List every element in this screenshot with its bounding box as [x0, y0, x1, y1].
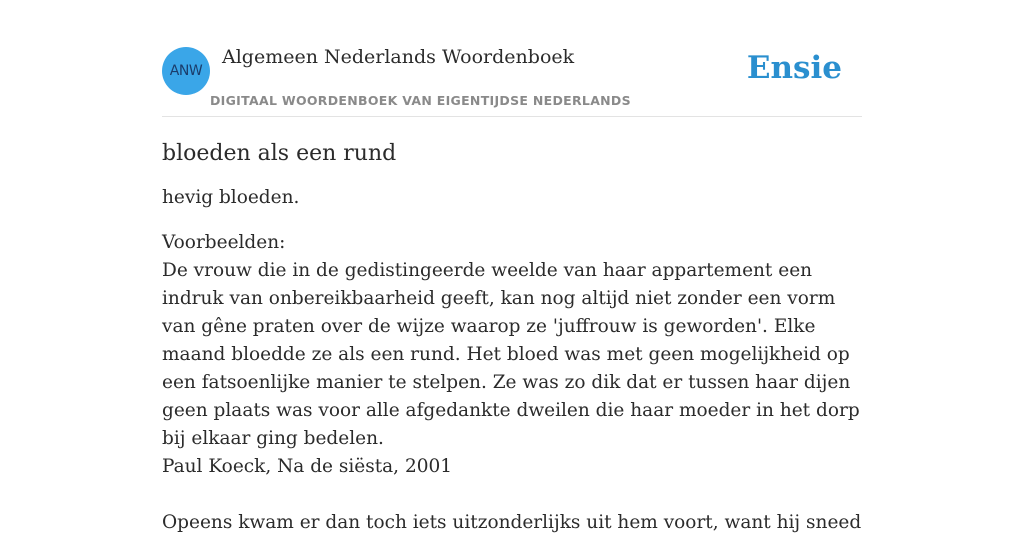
anw-logo[interactable]: [162, 47, 210, 95]
entry-definition: hevig bloeden.: [162, 187, 300, 208]
site-title[interactable]: Algemeen Nederlands Woordenboek: [222, 46, 575, 68]
ensie-brand-logo[interactable]: Ensie: [746, 50, 842, 86]
example-spacer: [162, 481, 862, 509]
entry-content: [162, 138, 862, 537]
site-subtitle: DIGITAAL WOORDENBOEK VAN EIGENTIJDSE NEDERLANDS: [210, 93, 631, 108]
entry-term: bloeden als een rund: [162, 141, 397, 166]
example-text: Opeens kwam er dan toch iets uitzonderlijks uit hem voort, want hij sneed: [162, 512, 862, 533]
examples-label: Voorbeelden:: [162, 232, 286, 253]
example-text: De vrouw die in de gedistingeerde weelde van haar appartement een indruk van onbereikbaarheid geeft, kan nog altijd niet zonder een vorm van gêne praten over de wijze waarop ze 'juffrouw is geworden'. Elke maand bloedde ze als een rund. Het bloed was met geen mogelijkheid op een fatsoenlijke manier te stelpen. Ze was zo dik dat er tussen haar dijen geen plaats was voor alle afgedankte dweilen die haar moeder in het dorp bij elkaar ging bedelen.: [162, 260, 860, 449]
examples-section: [162, 229, 862, 537]
site-header: [162, 0, 862, 117]
logo-text: ANW: [169, 63, 203, 79]
example-source: Paul Koeck, Na de siësta, 2001: [162, 456, 453, 477]
